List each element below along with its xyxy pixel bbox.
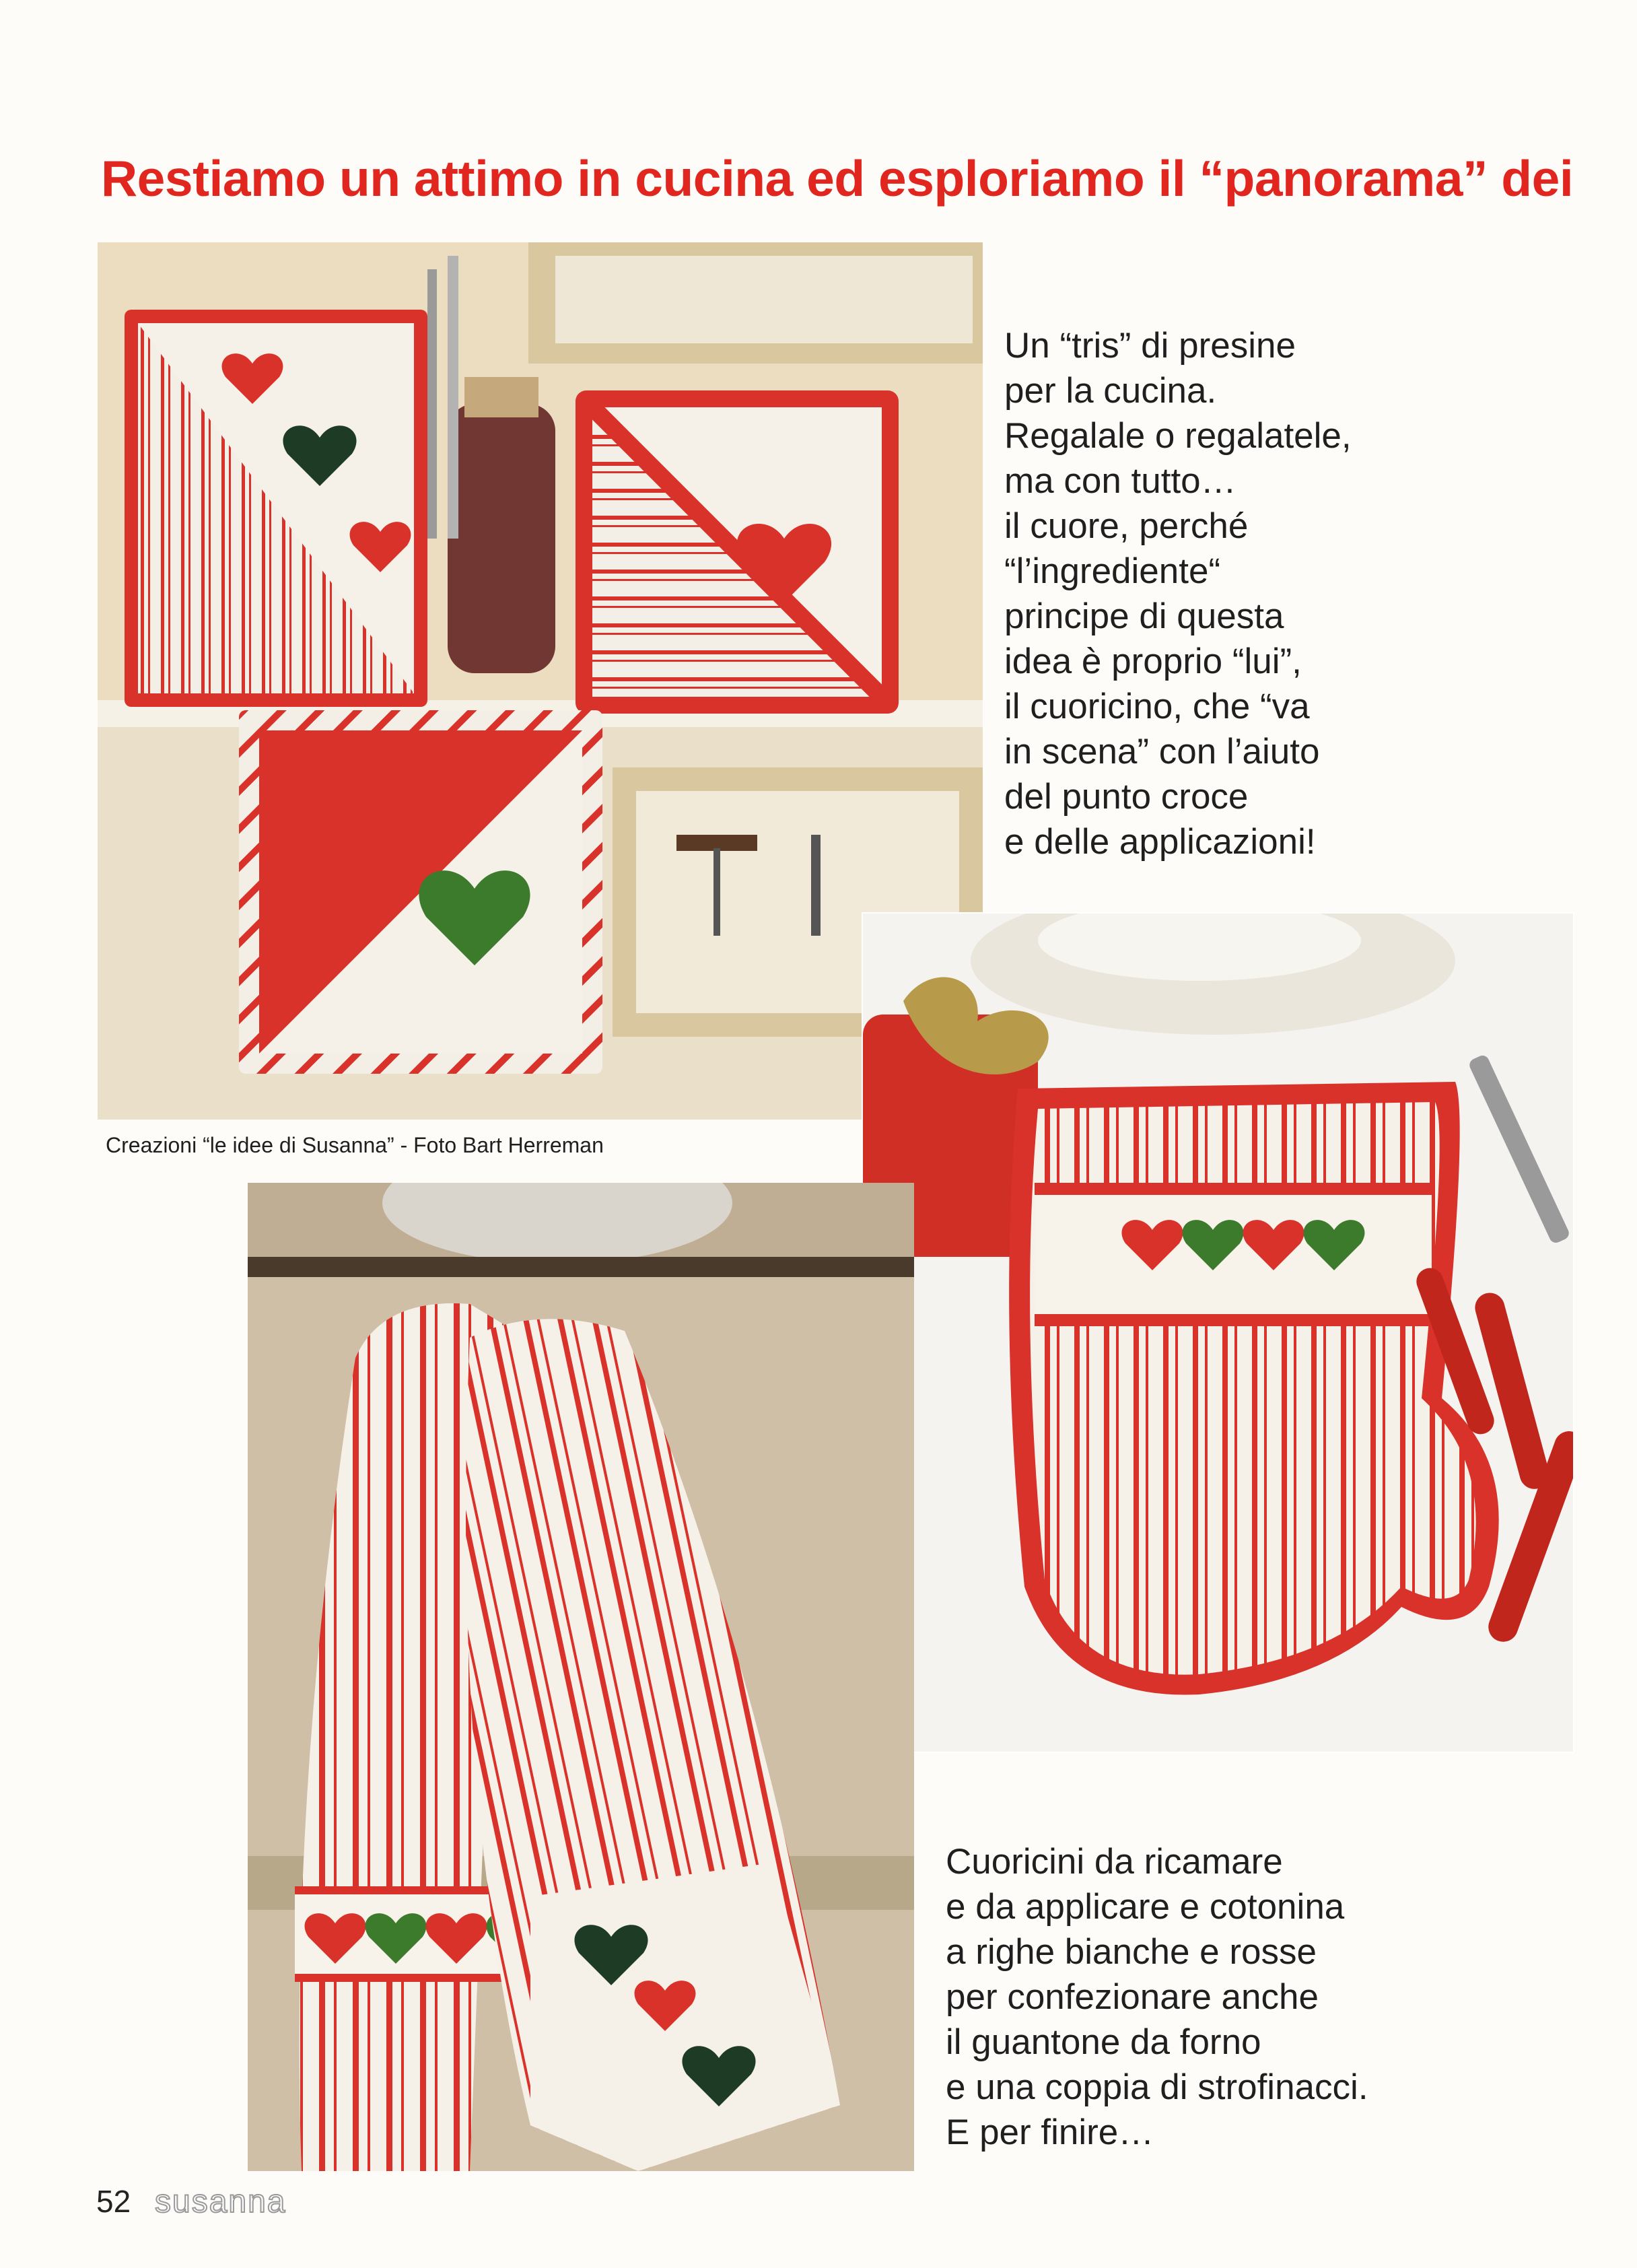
magazine-name: susanna [155,2184,287,2220]
second-text-line: Cuoricini da ricamare [946,1842,1283,1882]
photo-tea-towels [248,1183,914,2171]
intro-line: idea è proprio “lui”, [1004,642,1302,681]
second-text-block [946,1839,1430,2155]
photo-oven-mitt [862,912,1574,1753]
intro-line: “l’ingrediente“ [1004,551,1221,591]
page-headline: Restiamo un attimo in cucina ed esploriamo il “panorama” dei [101,150,1574,207]
second-text-line: E per finire… [946,2112,1154,2152]
second-text-line: e una coppia di strofinacci. [946,2067,1368,2107]
page-number: 52 [96,2184,131,2219]
intro-line: Un “tris” di presine [1004,326,1296,366]
intro-line: del punto croce [1004,777,1249,817]
intro-line: in scena” con l’aiuto [1004,732,1320,771]
intro-line: il cuore, perché [1004,506,1249,546]
intro-line: il cuoricino, che “va [1004,687,1310,726]
photo-potholders [98,242,983,1120]
intro-line: ma con tutto… [1004,461,1237,501]
second-text-line: il guantone da forno [946,2022,1261,2062]
second-text-line: a righe bianche e rosse [946,1932,1317,1972]
second-text-line: per confezionare anche [946,1977,1319,2017]
intro-line: e delle applicazioni! [1004,822,1316,862]
intro-line: Regalale o regalatele, [1004,416,1352,456]
photo-caption: Creazioni “le idee di Susanna” - Foto Bart Herreman [106,1133,604,1157]
intro-text-block [1004,323,1381,864]
second-text-line: e da applicare e cotonina [946,1887,1345,1927]
intro-line: per la cucina. [1004,371,1217,411]
intro-line: principe di questa [1004,596,1284,636]
